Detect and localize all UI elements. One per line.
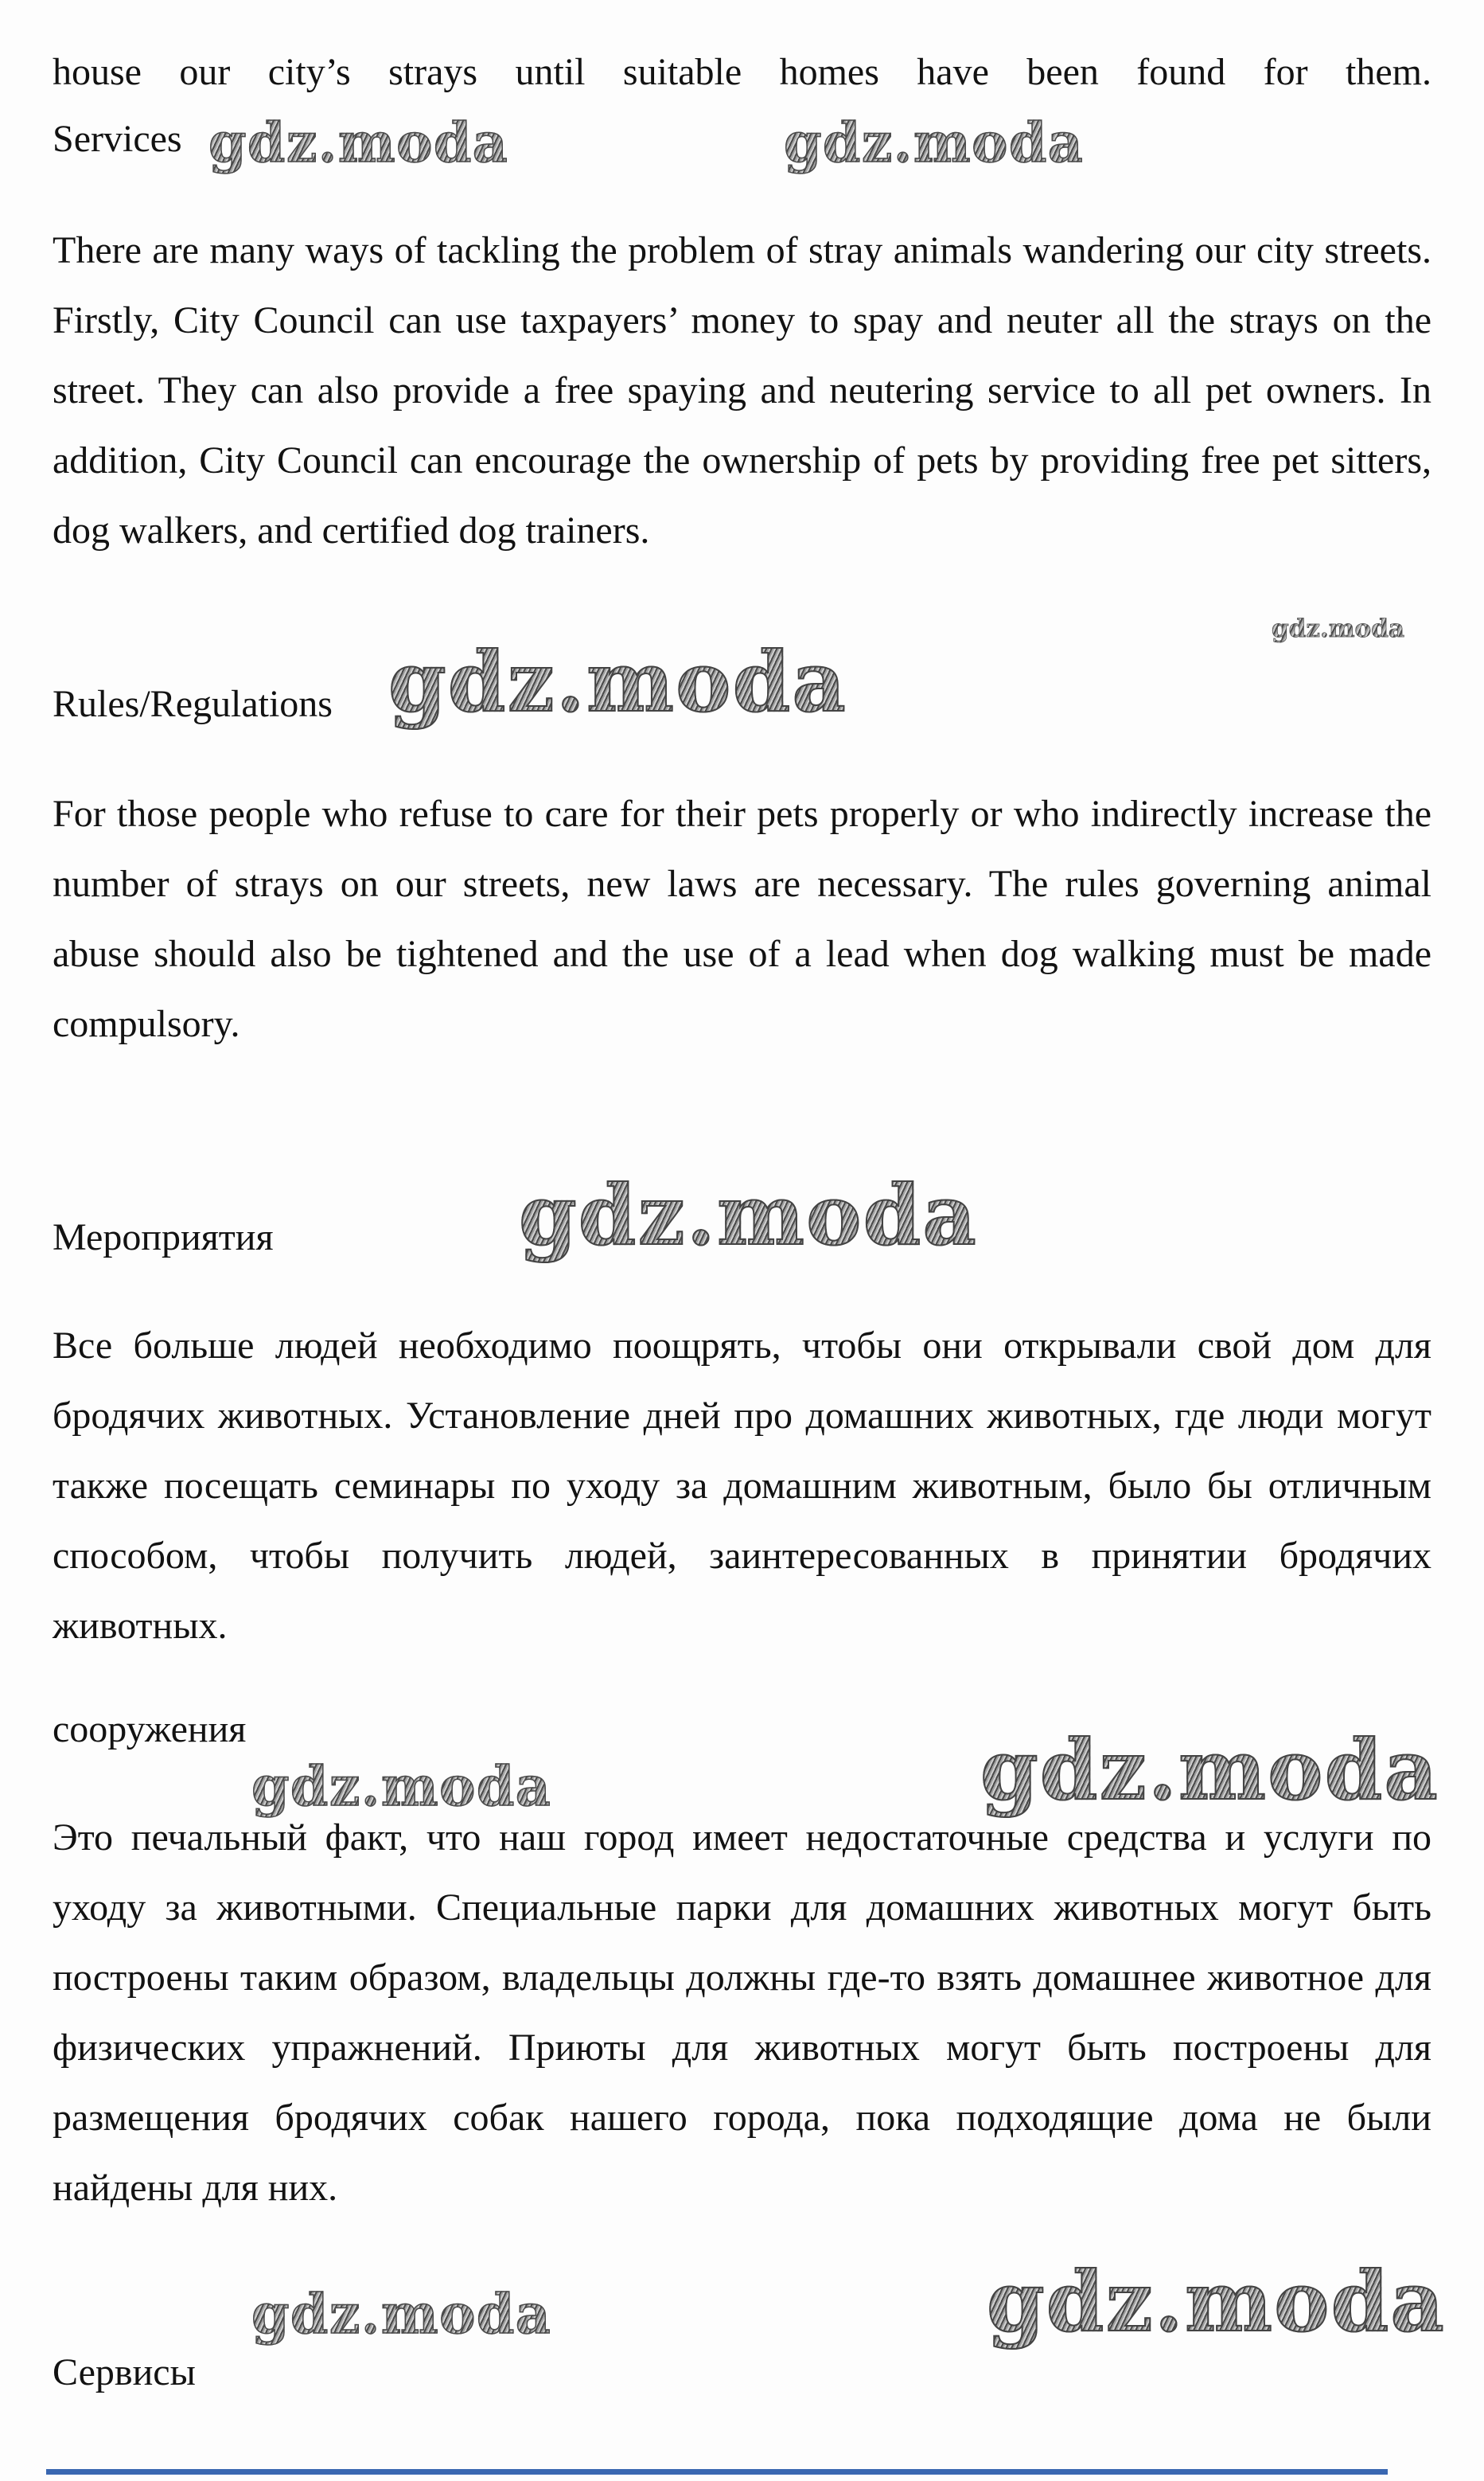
paragraph-rules-regulations: For those people who refuse to care for their pets properly or who indirectly increase the number of strays on our streets, new laws are necessary. The rules governing animal abuse should also be tightened and the use of a lead when dog walking must be made compulsory. bbox=[53, 793, 1431, 1045]
heading-rules-regulations: Rules/Regulations bbox=[53, 683, 333, 725]
heading-services-ru: Сервисы bbox=[53, 2351, 196, 2393]
gdz-moda-watermark: gdz.moda bbox=[251, 2283, 552, 2346]
gdz-moda-watermark: gdz.moda bbox=[980, 1721, 1439, 1819]
gdz-moda-watermark: gdz.moda bbox=[519, 1166, 978, 1264]
heading-services: Services bbox=[53, 118, 182, 160]
gdz-moda-watermark: gdz.moda bbox=[251, 1755, 552, 1819]
bottom-divider-line bbox=[46, 2469, 1388, 2475]
heading-facilities-ru: сооружения bbox=[53, 1708, 247, 1750]
gdz-moda-watermark: gdz.moda bbox=[784, 111, 1085, 175]
paragraph-events-ru: Все больше людей необходимо поощрять, чтобы они открывали свой дом для бродячих животных. Установление дней про домашних животных, где люди могут также посещать семинары по уходу за домашним животным, было бы отличным способом, чтобы получить людей, заинтересованных в принятии бродячих животных. bbox=[53, 1324, 1431, 1647]
gdz-moda-watermark: gdz.moda bbox=[987, 2253, 1446, 2350]
paragraph-facilities-ru: Это печальный факт, что наш город имеет недостаточные средства и услуги по уходу за животными. Специальные парки для домашних животных могут быть построены таким образом, владельцы должны где-то взять домашнее животное для физических упражнений. Приюты для животных могут быть построены для размещения бродячих собак нашего города, пока подходящие дома не были найдены для них. bbox=[53, 1816, 1431, 2209]
paragraph-services: There are many ways of tackling the problem of stray animals wandering our city streets. Firstly, City Council can use taxpayers’ money to spay and neuter all the strays on the street. They can also provide a free spaying and neutering service to all pet owners. In addition, City Council can encourage the ownership of pets by providing free pet sitters, dog walkers, and certified dog trainers. bbox=[53, 229, 1431, 552]
paragraph-continuation: house our city’s strays until suitable homes have been found for them. bbox=[53, 51, 1431, 93]
gdz-moda-watermark: gdz.moda bbox=[388, 633, 847, 731]
gdz-moda-watermark: gdz.moda bbox=[208, 111, 509, 175]
heading-events-ru: Мероприятия bbox=[53, 1216, 274, 1258]
gdz-moda-watermark: gdz.moda bbox=[1272, 614, 1404, 643]
